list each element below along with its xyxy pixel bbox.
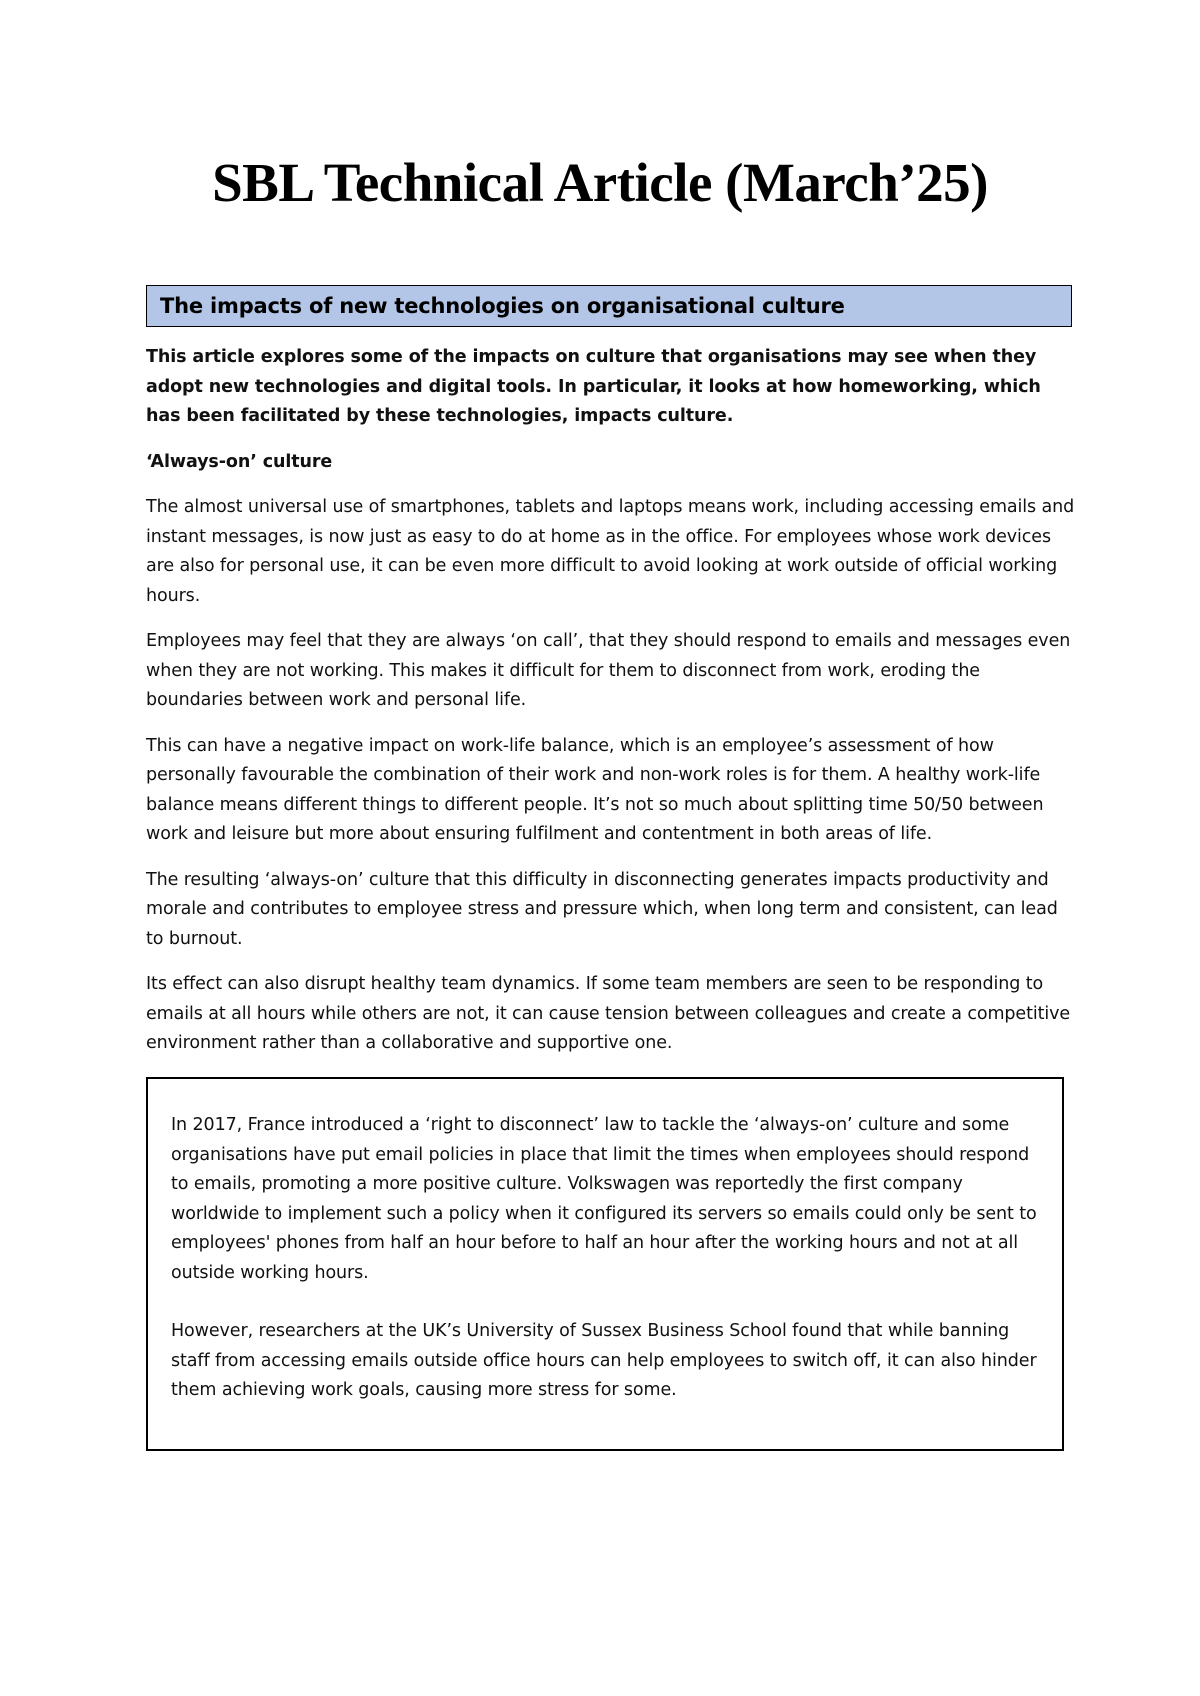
callout-paragraph: However, researchers at the UK’s University of Sussex Business School found that while banning staff from accessing emails outside office hours can help employees to switch off, it can also hinder them achieving work goals, causing more stress for some.: [171, 1321, 1037, 1400]
body-paragraph: Its effect can also disrupt healthy team dynamics. If some team members are seen to be responding to emails at all hours while others are not, it can cause tension between colleagues and create a competitive environment rather than a collaborative and supportive one.: [146, 974, 1071, 1053]
callout-box: [146, 1077, 1064, 1451]
body-paragraph: Employees may feel that they are always ‘on call’, that they should respond to emails and messages even when they are not working. This makes it difficult for them to disconnect from work, eroding the boundaries between work and personal life.: [146, 631, 1071, 710]
body-paragraph: The almost universal use of smartphones, tablets and laptops means work, including accessing emails and instant messages, is now just as easy to do at home as in the office. For employees whose work devices are also for personal use, it can be even more difficult to avoid looking at work outside of official working hours.: [146, 497, 1075, 606]
body-paragraph: This can have a negative impact on work-life balance, which is an employee’s assessment of how personally favourable the combination of their work and non-work roles is for them. A healthy work-life balance means different things to different people. It’s not so much about splitting time 50/50 between work and leisure but more about ensuring fulfilment and contentment in both areas of life.: [146, 735, 1044, 844]
callout-paragraph: In 2017, France introduced a ‘right to disconnect’ law to tackle the ‘always-on’ culture and some organisations have put email policies in place that limit the times when employees should respond to emails, promoting a more positive culture. Volkswagen was reportedly the first company worldwide to implement such a policy when it configured its servers so emails could only be sent to employees' phones from half an hour before to half an hour after the working hours and not at all outside working hours.: [171, 1115, 1037, 1283]
article-body: [146, 343, 1076, 1075]
subheading: ‘Always-on’ culture: [146, 451, 333, 472]
body-paragraph: The resulting ‘always-on’ culture that this difficulty in disconnecting generates impacts productivity and morale and contributes to employee stress and pressure which, when long term and consistent, can lead to burnout.: [146, 869, 1058, 949]
section-heading: The impacts of new technologies on organisational culture: [146, 285, 1072, 327]
page-title: SBL Technical Article (March’25): [212, 152, 988, 213]
intro-paragraph: This article explores some of the impacts on culture that organisations may see when they adopt new technologies and digital tools. In particular, it looks at how homeworking, which has been facilitated by these technologies, impacts culture.: [146, 347, 1041, 426]
